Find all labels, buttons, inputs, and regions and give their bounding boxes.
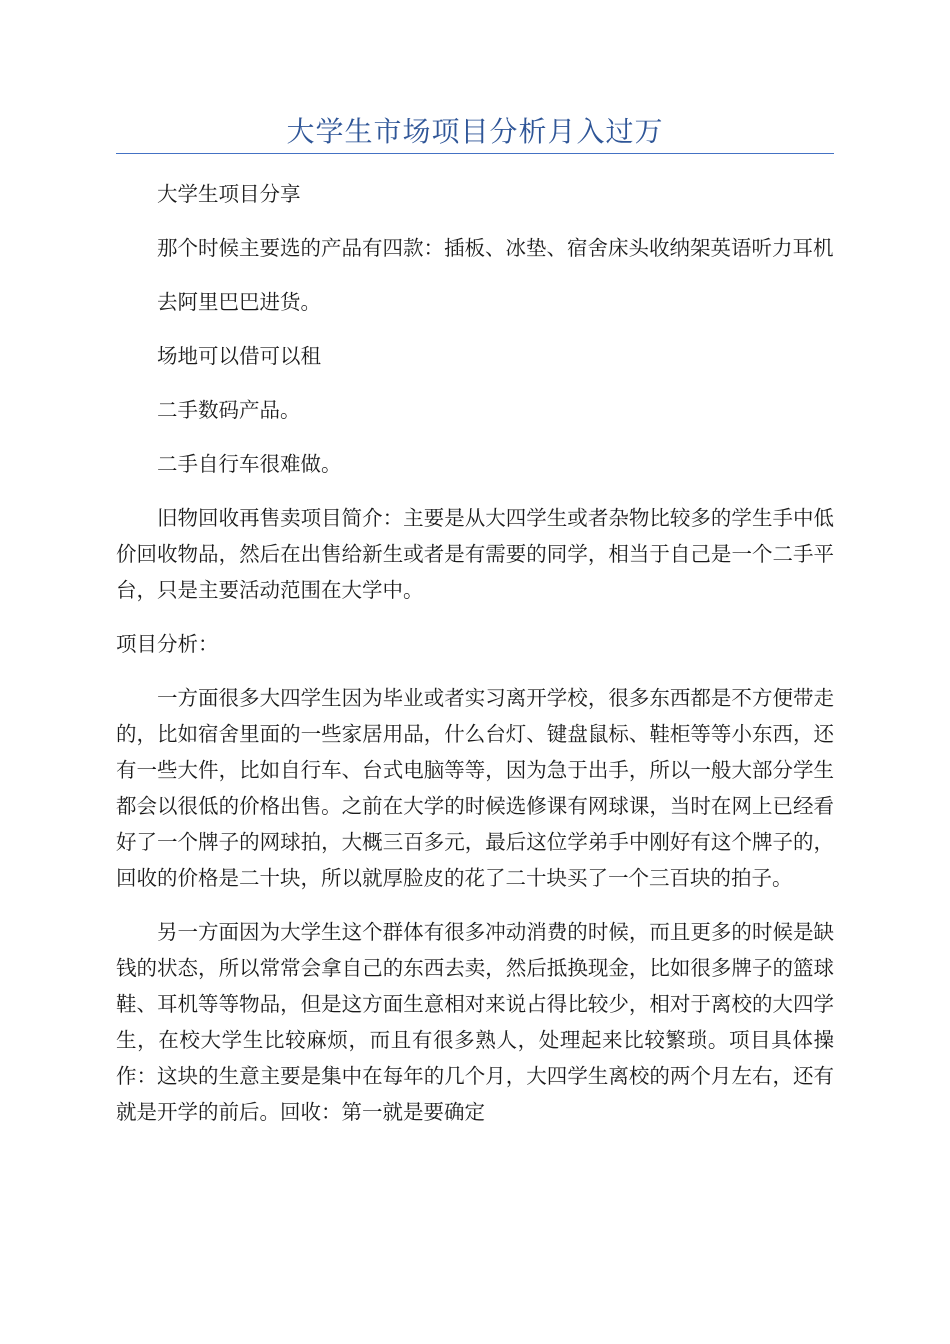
title-underline [116, 153, 834, 154]
paragraph: 场地可以借可以租 [157, 344, 321, 368]
paragraph: 大学生项目分享 [157, 182, 301, 206]
paragraph: 二手数码产品。 [157, 398, 301, 422]
paragraph: 旧物回收再售卖项目简介：主要是从大四学生或者杂物比较多的学生手中低价回收物品，然后在出售给新生或者是有需要的同学，相当于自己是一个二手平台，只是主要活动范围在大学中。 [116, 506, 834, 602]
paragraph: 二手自行车很难做。 [157, 452, 342, 476]
section-heading: 项目分析： [116, 632, 219, 656]
paragraph: 那个时候主要选的产品有四款：插板、冰垫、宿舍床头收纳架英语听力耳机 [157, 236, 834, 260]
paragraph: 另一方面因为大学生这个群体有很多冲动消费的时候，而且更多的时候是缺钱的状态，所以常常会拿自己的东西去卖，然后抵换现金，比如很多牌子的篮球鞋、耳机等等物品，但是这方面生意相对来说占得比较少，相对于离校的大四学生，在校大学生比较麻烦，而且有很多熟人，处理起来比较繁琐。项目具体操作：这块的生意主要是集中在每年的几个月，大四学生离校的两个月左右，还有就是开学的前后。回收：第一就是要确定 [116, 920, 834, 1124]
document-title: 大学生市场项目分析月入过万 [286, 115, 664, 148]
paragraph: 一方面很多大四学生因为毕业或者实习离开学校，很多东西都是不方便带走的，比如宿舍里面的一些家居用品，什么台灯、键盘鼠标、鞋柜等等小东西，还有一些大件，比如自行车、台式电脑等等，因为急于出手，所以一般大部分学生都会以很低的价格出售。之前在大学的时候选修课有网球课，当时在网上已经看好了一个牌子的网球拍，大概三百多元，最后这位学弟手中刚好有这个牌子的，回收的价格是二十块，所以就厚脸皮的花了二十块买了一个三百块的拍子。 [116, 686, 834, 890]
paragraph: 去阿里巴巴进货。 [157, 290, 321, 314]
document-body [116, 176, 834, 1148]
